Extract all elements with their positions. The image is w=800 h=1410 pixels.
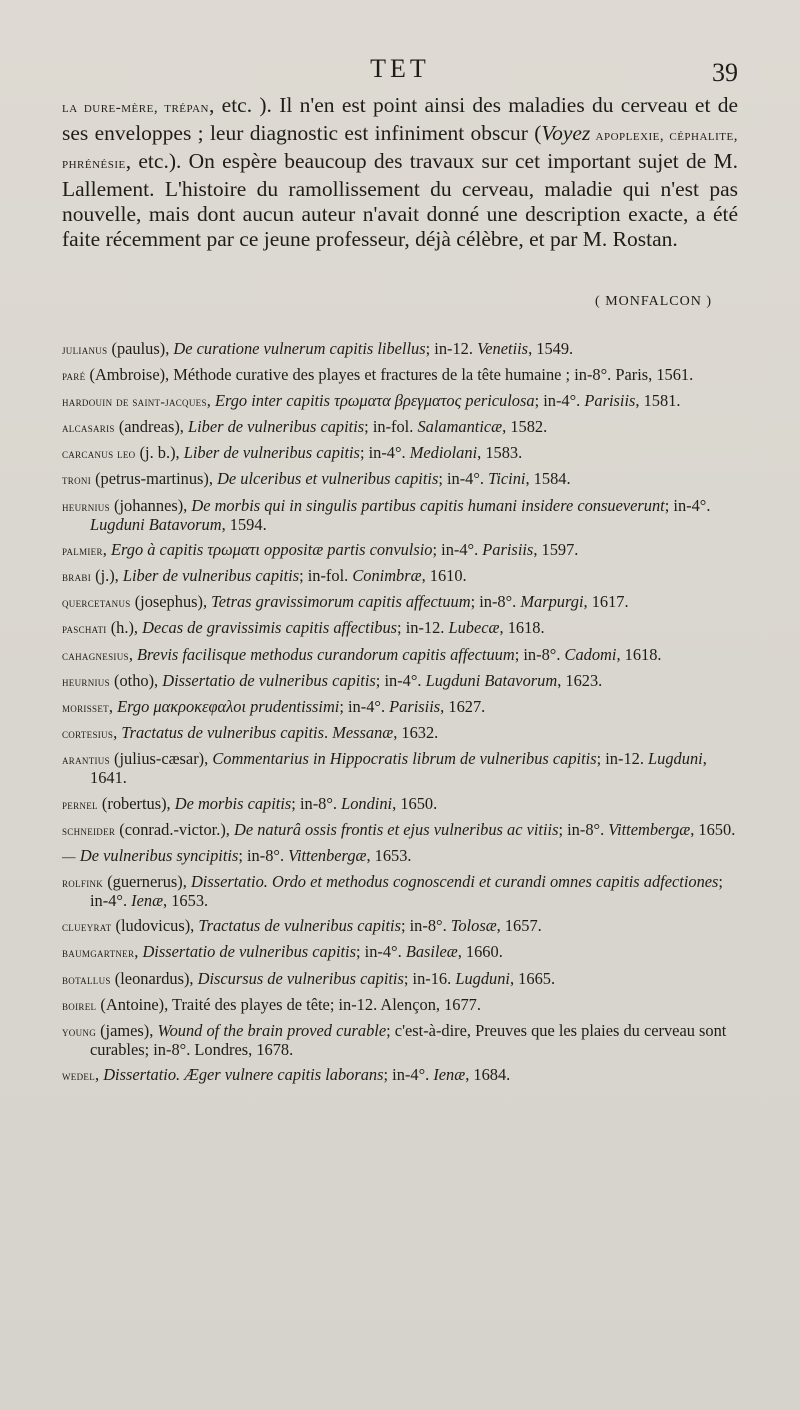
entry-detail: (conrad.-victor.), bbox=[115, 819, 234, 839]
entry-year: , 1581. bbox=[635, 391, 681, 411]
bibliography-entry bbox=[62, 392, 742, 412]
entry-detail: (guernerus), bbox=[103, 871, 191, 891]
entry-place: Parisiis bbox=[389, 696, 441, 716]
entry-title: Dissertatio. Æger vulnere capitis laborans bbox=[103, 1065, 384, 1085]
entry-author: paré bbox=[62, 368, 86, 384]
entry-year: , 1617. bbox=[583, 592, 629, 612]
entry-year: , 1618. bbox=[499, 618, 545, 638]
bibliography-entry bbox=[62, 497, 742, 535]
entry-imprint: ; in-4°. bbox=[383, 1065, 434, 1085]
bibliography-entry bbox=[62, 444, 742, 464]
entry-author: botallus bbox=[62, 971, 111, 987]
bibliography-entry bbox=[62, 996, 742, 1016]
entry-author: wedel bbox=[62, 1068, 95, 1084]
entry-title: Dissertatio de vulneribus capitis bbox=[142, 942, 356, 962]
entry-author: morisset bbox=[62, 699, 109, 715]
entry-author: heurnius bbox=[62, 673, 110, 689]
entry-imprint: ; in-8°. bbox=[238, 845, 289, 865]
bibliography-list bbox=[62, 340, 742, 1092]
entry-year: , 1618. bbox=[616, 644, 662, 664]
entry-year: , 1610. bbox=[421, 566, 467, 586]
entry-author: cahagnesius bbox=[62, 647, 129, 663]
entry-imprint: ; in-8°. bbox=[470, 592, 521, 612]
entry-title: Brevis facilisque methodus curandorum capitis affectuum bbox=[137, 644, 515, 664]
entry-place: Lugduni Batavorum bbox=[425, 670, 558, 690]
entry-imprint: ; in-8°. bbox=[400, 916, 451, 936]
entry-detail: (Ambroise), bbox=[85, 365, 174, 385]
entry-title: Dissertatio. Ordo et methodus cognoscendi et curandi omnes capitis adfectiones bbox=[190, 871, 719, 891]
entry-place: Ienæ bbox=[131, 891, 164, 911]
entry-imprint: ; in-4°. bbox=[375, 670, 426, 690]
entry-place: Lubecæ bbox=[448, 618, 500, 638]
entry-title: De naturâ ossis frontis et ejus vulneribus ac vitiis bbox=[234, 819, 559, 839]
body-smallcaps-1: la dure-mère, trépan bbox=[62, 100, 209, 116]
entry-author: alcasaris bbox=[62, 420, 115, 436]
entry-imprint: . bbox=[323, 722, 333, 742]
entry-title: De morbis capitis bbox=[174, 793, 292, 813]
entry-author: carcanus leo bbox=[62, 446, 136, 462]
entry-title: Liber de vulneribus capitis bbox=[183, 443, 360, 463]
entry-imprint: ; in-4°. bbox=[438, 469, 489, 489]
entry-author: rolfink bbox=[62, 874, 104, 890]
bibliography-entry bbox=[62, 917, 742, 937]
entry-year: , 1657. bbox=[496, 916, 542, 936]
bibliography-entry bbox=[62, 698, 742, 718]
entry-year: , 1583. bbox=[477, 443, 523, 463]
entry-year: , 1653. bbox=[163, 891, 209, 911]
entry-detail: , bbox=[113, 722, 122, 742]
bibliography-entry bbox=[62, 340, 742, 360]
bibliography-entry bbox=[62, 970, 742, 990]
entry-imprint: ; in-8°. bbox=[558, 819, 609, 839]
entry-title: Ergo μακροκεφαλοι prudentissimi bbox=[117, 696, 340, 716]
entry-author: pernel bbox=[62, 796, 98, 812]
entry-author: boirel bbox=[62, 997, 97, 1013]
bibliography-entry bbox=[62, 1066, 742, 1086]
entry-author: palmier bbox=[62, 543, 103, 559]
body-italic-voyez: Voyez bbox=[541, 121, 591, 145]
entry-place: Parisiis bbox=[584, 391, 636, 411]
entry-place: Conimbræ bbox=[352, 566, 422, 586]
entry-imprint: ; in-4°. bbox=[534, 391, 585, 411]
entry-title: Tractatus de vulneribus capitis bbox=[121, 722, 324, 742]
entry-year: , 1549. bbox=[528, 339, 574, 358]
entry-year: , 1597. bbox=[533, 540, 579, 560]
bibliography-entry bbox=[62, 541, 742, 561]
entry-detail: (josephus), bbox=[130, 592, 212, 612]
entry-place: Mediolani bbox=[409, 443, 478, 463]
entry-imprint: ; in-fol. bbox=[299, 566, 353, 586]
entry-year: , 1660. bbox=[457, 942, 503, 962]
entry-title: Ergo à capitis τρωματι oppositæ partis convulsio bbox=[110, 540, 433, 560]
entry-detail: (julius-cæsar), bbox=[109, 748, 213, 768]
bibliography-entry bbox=[62, 795, 742, 815]
entry-imprint: ; in-8°. bbox=[514, 644, 565, 664]
entry-detail: (ludovicus), bbox=[111, 916, 199, 936]
entry-year: , 1684. bbox=[465, 1065, 511, 1085]
entry-year: , 1582. bbox=[502, 417, 548, 437]
entry-author: baumgartner bbox=[62, 945, 135, 961]
entry-title: De ulceribus et vulneribus capitis bbox=[217, 469, 439, 489]
entry-title: Dissertatio de vulneribus capitis bbox=[162, 670, 376, 690]
entry-year: , 1641. bbox=[90, 748, 707, 788]
entry-detail: , bbox=[108, 696, 118, 716]
entry-author: schneider bbox=[62, 822, 116, 838]
entry-detail: , bbox=[128, 644, 138, 664]
entry-year: , 1632. bbox=[393, 722, 439, 742]
entry-place: Lugduni Batavorum bbox=[90, 515, 222, 535]
entry-imprint: ; in-12. bbox=[425, 339, 478, 358]
bibliography-entry bbox=[62, 593, 742, 613]
entry-imprint: Traité des playes de tête; in-12. Alençon, 1677. bbox=[172, 994, 481, 1014]
bibliography-entry bbox=[62, 646, 742, 666]
bibliography-entry bbox=[62, 821, 742, 841]
entry-detail: (andreas), bbox=[114, 417, 188, 437]
page-header bbox=[0, 54, 800, 94]
bibliography-entry bbox=[62, 724, 742, 744]
entry-detail: , bbox=[95, 1065, 104, 1085]
entry-year: , 1594. bbox=[221, 515, 267, 535]
entry-author: paschati bbox=[62, 621, 107, 637]
entry-place: Ienæ bbox=[433, 1065, 466, 1085]
entry-year: , 1653. bbox=[366, 845, 412, 865]
body-smallcaps-2: apoplexie, céphalite, phrénésie bbox=[62, 128, 738, 172]
entry-imprint: ; in-4°. bbox=[359, 443, 410, 463]
entry-detail: (robertus), bbox=[97, 793, 175, 813]
entry-place: Tolosæ bbox=[450, 916, 497, 936]
entry-title: Liber de vulneribus capitis bbox=[187, 417, 365, 437]
entry-detail: (Antoine), bbox=[96, 994, 173, 1014]
entry-title: Wound of the brain proved curable bbox=[157, 1020, 387, 1040]
entry-detail: (paulus), bbox=[107, 339, 174, 358]
body-text-3: , etc.). On espère beaucoup des travaux sur cet important sujet de M. Lallement. L'histoire du ramollissement du cerveau, maladie qui n'est pas nouvelle, mais dont aucun auteur n'avait donné une description exacte, a été faite récemment par ce jeune professeur, déjà célèbre, et par M. Rostan. bbox=[62, 149, 738, 251]
bibliography-entry bbox=[62, 366, 742, 386]
entry-detail: (j.), bbox=[91, 566, 123, 586]
entry-author: quercetanus bbox=[62, 595, 131, 611]
entry-title: De curatione vulnerum capitis libellus bbox=[173, 339, 426, 358]
entry-title: Tractatus de vulneribus capitis bbox=[198, 916, 401, 936]
entry-place: Basileæ bbox=[405, 942, 458, 962]
entry-title: Decas de gravissimis capitis affectibus bbox=[142, 618, 398, 638]
entry-detail: (james), bbox=[96, 1020, 158, 1040]
page-number: 39 bbox=[712, 58, 738, 87]
entry-detail: , bbox=[206, 391, 215, 411]
bibliography-entry bbox=[62, 418, 742, 438]
entry-imprint: ; in-12. bbox=[596, 748, 649, 768]
entry-author: — bbox=[62, 848, 76, 864]
entry-author: troni bbox=[62, 472, 91, 488]
entry-place: Londini bbox=[341, 793, 393, 813]
entry-author: cortesius bbox=[62, 725, 114, 741]
entry-place: Cadomi bbox=[564, 644, 617, 664]
entry-year: , 1665. bbox=[509, 968, 556, 988]
bibliography-entry bbox=[62, 873, 742, 911]
entry-detail: (leonardus), bbox=[110, 968, 198, 988]
bibliography-entry bbox=[62, 470, 742, 490]
bibliography-entry bbox=[62, 619, 742, 639]
running-head: TET bbox=[370, 54, 430, 83]
entry-place: Ticini bbox=[488, 469, 526, 489]
entry-title: Ergo inter capitis τρωματα βρεγματος periculosa bbox=[214, 391, 535, 411]
entry-year: , 1650. bbox=[392, 793, 438, 813]
entry-title: Discursus de vulneribus capitis bbox=[197, 968, 404, 988]
body-paragraph bbox=[62, 93, 738, 252]
author-signature: ( MONFALCON ) bbox=[595, 294, 712, 309]
bibliography-entry bbox=[62, 1022, 742, 1060]
entry-place: Marpurgi bbox=[520, 592, 584, 612]
bibliography-entry bbox=[62, 943, 742, 963]
entry-year: , 1584. bbox=[525, 469, 571, 489]
entry-detail: (petrus-martinus), bbox=[91, 469, 218, 489]
entry-imprint: ; in-4°. bbox=[356, 942, 406, 962]
entry-title: Tetras gravissimorum capitis affectuum bbox=[211, 592, 471, 612]
entry-year: , 1650. bbox=[690, 819, 736, 839]
entry-year: , 1627. bbox=[440, 696, 486, 716]
entry-place: Messanæ bbox=[332, 722, 394, 742]
entry-detail: , bbox=[134, 942, 143, 962]
entry-imprint: ; in-12. bbox=[397, 618, 449, 638]
entry-imprint: ; in-4°. bbox=[664, 495, 711, 515]
entry-detail: (h.), bbox=[106, 618, 143, 638]
entry-title: De vulneribus syncipitis bbox=[79, 845, 239, 865]
bibliography-entry bbox=[62, 672, 742, 692]
entry-author: clueyrat bbox=[62, 919, 112, 935]
entry-place: Parisiis bbox=[482, 540, 534, 560]
entry-place: Venetiis bbox=[477, 339, 529, 358]
entry-imprint: ; c'est-à-dire, Preuves que les plaies du cerveau sont curables; in-8°. Londres, 1678. bbox=[90, 1020, 727, 1060]
entry-imprint: ; in-fol. bbox=[364, 417, 418, 437]
bibliography-entry bbox=[62, 750, 742, 788]
entry-imprint: ; in-4°. bbox=[432, 540, 483, 560]
entry-detail: (otho), bbox=[109, 670, 163, 690]
bibliography-entry bbox=[62, 847, 742, 867]
entry-place: Salamanticæ bbox=[417, 417, 503, 437]
entry-author: hardouin de saint-jacques bbox=[62, 394, 207, 410]
entry-detail: , bbox=[102, 540, 111, 560]
entry-detail: (johannes), bbox=[109, 495, 192, 515]
entry-year: , 1623. bbox=[557, 670, 603, 690]
entry-place: Lugduni bbox=[455, 968, 510, 988]
entry-author: arantius bbox=[62, 751, 110, 767]
entry-author: brabi bbox=[62, 569, 92, 585]
entry-author: young bbox=[62, 1023, 96, 1039]
entry-imprint: ; in-16. bbox=[403, 968, 456, 988]
entry-author: heurnius bbox=[62, 498, 110, 514]
entry-place: Vittenbergæ bbox=[288, 845, 367, 865]
entry-author: julianus bbox=[62, 342, 108, 357]
entry-imprint: ; in-4°. bbox=[339, 696, 390, 716]
entry-title: De morbis qui in singulis partibus capitis humani insidere consueverunt bbox=[191, 495, 665, 515]
body-text-2: , etc. ). Il n'en est point ainsi des maladies du cerveau et de ses enveloppes ; leur diagnostic est infiniment obscur ( bbox=[62, 93, 738, 145]
entry-detail: (j. b.), bbox=[135, 443, 184, 463]
entry-title: Commentarius in Hippocratis librum de vulneribus capitis bbox=[212, 748, 597, 768]
entry-place: Lugduni bbox=[648, 748, 703, 768]
entry-title: Liber de vulneribus capitis bbox=[122, 566, 300, 586]
entry-imprint: ; in-8°. bbox=[291, 793, 342, 813]
entry-imprint: Méthode curative des playes et fractures de la tête humaine ; in-8°. Paris, 1561. bbox=[173, 365, 694, 385]
entry-place: Vittembergæ bbox=[608, 819, 691, 839]
entry-imprint: ; in-4°. bbox=[90, 871, 723, 911]
bibliography-entry bbox=[62, 567, 742, 587]
